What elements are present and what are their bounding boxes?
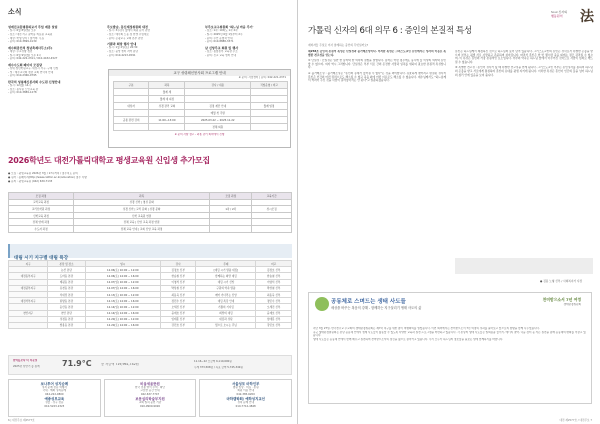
table-cell: 12.07(일) 10:00 ~ 12:00 bbox=[85, 279, 160, 285]
table-cell: 성경 관리 교회 bbox=[149, 103, 185, 110]
column-subtitle: 예비자들 주일로 미사 참례하는 증인의 무엇일까요? bbox=[308, 43, 369, 47]
ad-line: 042-385-6200 bbox=[236, 392, 255, 396]
left-page bbox=[0, 0, 298, 424]
ad-line: 교회 일치 공헌 기관 bbox=[138, 401, 162, 405]
notice-line: - 대상: 학생 당사 / 참가비: 무료 bbox=[8, 36, 45, 40]
ecology-title: 공동체로 스며드는 생태 사도들 bbox=[331, 299, 406, 305]
leaf-icon bbox=[315, 297, 329, 311]
ecology-tag: 찬미받으소서 7년 여정 bbox=[542, 297, 581, 302]
table-header: 모집 과정 bbox=[9, 193, 74, 200]
table-cell bbox=[114, 89, 149, 96]
table-cell bbox=[210, 225, 252, 232]
table-cell bbox=[114, 110, 149, 117]
notice-line: - 문의: 010-4213-4591 bbox=[107, 53, 136, 57]
university-info bbox=[8, 172, 292, 184]
notice-line: - 문의: 042-222-2311 / 010-4432-4527 bbox=[8, 57, 58, 61]
table-cell bbox=[9, 322, 48, 328]
table-cell: 둔산동 본당 bbox=[48, 304, 85, 310]
notice-heading: 예수수도회 페이터 모집당 bbox=[8, 62, 42, 67]
table-cell: 전체 연계 과정 bbox=[9, 219, 74, 226]
donation-total: 총 자금액 719,961,742원 bbox=[101, 363, 139, 366]
table-cell: 빛으로 오시는 주님 bbox=[196, 322, 256, 328]
ad-title: 비움세움뜻원 bbox=[140, 382, 160, 386]
table-header: 본당 및 장소 bbox=[48, 261, 85, 267]
table-cell: 김정 재단 안내 bbox=[185, 103, 251, 110]
table-cell: 탄방동 본당 bbox=[48, 298, 85, 304]
table-cell bbox=[185, 89, 251, 96]
ad-line: 성물 · 성구 전문 bbox=[45, 401, 64, 405]
brand-line-1: Soul 신자의 bbox=[551, 10, 568, 14]
table-cell: 12.14(일) 14:00 ~ 16:00 bbox=[85, 310, 160, 316]
right-page bbox=[300, 0, 600, 424]
notice-heading: 예수회봉인의 청년축제사무소(주) bbox=[8, 45, 53, 50]
column-body-2 bbox=[455, 50, 593, 79]
ad-row bbox=[8, 379, 292, 417]
table-cell: 강민호 신부 bbox=[160, 322, 196, 328]
notice-line: - 일시: 12(월) 14시 bbox=[8, 83, 31, 87]
table-header: 강사 / 내용 bbox=[185, 82, 251, 89]
column-body-1 bbox=[308, 50, 446, 85]
table-cell: 오세진 신부 bbox=[160, 304, 196, 310]
notice-line: - 장소: 통합본부 교육관 주소 bbox=[205, 49, 238, 53]
table-cell: 12.20(토) 14:00 ~ 16:00 bbox=[85, 322, 160, 328]
table-header: 주제 bbox=[196, 261, 256, 267]
table-cell: 12.14(일) 10:00 ~ 12:00 bbox=[85, 304, 160, 310]
table-cell bbox=[252, 199, 292, 206]
university-line[interactable]: ● 원서 : 홈페이지(http://www.cathlic.ac.kr/education) 접수 사항 bbox=[8, 175, 87, 179]
program-title: 교구 성령쇄신봉사회 프로그램 안내 bbox=[109, 70, 290, 76]
table-cell: 구원의 약속 말씀 bbox=[196, 285, 256, 291]
table-cell: 대상자 bbox=[114, 103, 149, 110]
table-cell: 기쁨의 기다림 bbox=[196, 304, 256, 310]
gray-spacer bbox=[455, 258, 593, 274]
ecology-header bbox=[309, 293, 591, 323]
notice-line: - 장소: 봉사원 노인교육 관 bbox=[8, 87, 39, 91]
table-header: 모집 과정 bbox=[210, 193, 252, 200]
table-cell: 대림과 성탄 bbox=[196, 316, 256, 322]
table-cell: 교리교육 과정 bbox=[9, 199, 74, 206]
table-cell bbox=[185, 96, 251, 103]
table-header: 과목 bbox=[149, 82, 185, 89]
notice-line: - 문의: 010-3899-4139 bbox=[8, 40, 37, 44]
ad-box[interactable] bbox=[199, 379, 292, 417]
table-cell: 함께하는 희망 대림 bbox=[196, 273, 256, 279]
table-row bbox=[114, 117, 288, 124]
table-cell: 수도자 과정 bbox=[9, 225, 74, 232]
table-cell bbox=[251, 89, 288, 96]
notice-line: - 문의: 은평교구 교회 본부 관련 bbox=[107, 36, 143, 40]
table-cell: 대림 시기 신앙 bbox=[196, 279, 256, 285]
table-cell: 전체 회원 bbox=[185, 124, 251, 131]
table-cell: 최동욱 신부 bbox=[160, 291, 196, 297]
table-header: 강사 bbox=[160, 261, 196, 267]
table-cell: 12.07(일) 14:00 ~ 16:00 bbox=[85, 285, 160, 291]
table-cell: 희망의 대림 bbox=[196, 310, 256, 316]
notice-column-3 bbox=[205, 23, 289, 57]
donation-temperature: 71.9°C bbox=[62, 359, 92, 368]
notice-column-1 bbox=[8, 23, 92, 95]
column-paragraph: ③ 특별한 견고성 : 혼인이 성사가 될 때 특별한 견고성을 얻게 됩니다. 그리스도교인 부부는 혼인성사를 통하여 하느님의 은총을 받고 서로에게 충실하며 혼인의 유대를 평생 지키게 됩니다. 이러한 특성은 혼인이 인간의 뜻을 넘어 하느님의 섭리 안에 있음을 보여 줍니다. bbox=[455, 66, 593, 77]
table-cell: 강민호 신부 bbox=[256, 322, 292, 328]
university-line: ● 모집 : 평생교육원 2026년 3월 / 17시까지 / 접수처도 문의 bbox=[8, 172, 78, 175]
table-cell: 정민수 신부 bbox=[160, 298, 196, 304]
notice-line: - 일시: 6월 8일(일) 오후 bbox=[8, 29, 36, 32]
table-cell: 대전중부지구 bbox=[9, 285, 48, 291]
table-cell bbox=[210, 199, 252, 206]
table-cell bbox=[114, 124, 149, 131]
section-label: 소식 bbox=[8, 8, 22, 16]
ad-line: 성지 순례 전문 여행사 bbox=[41, 386, 67, 389]
table-row bbox=[114, 96, 288, 103]
table-row bbox=[9, 219, 292, 226]
table-cell: 대전동부지구 bbox=[9, 273, 48, 279]
table-cell: 이영석 신부 bbox=[256, 279, 292, 285]
column-paragraph: 혼인은 하느님께서 제정하신 것으로 하느님의 뜻이 담겨 있습니다. 그리스도교인의 혼인은 성사로서 특별한 은총을 받으며 부부는 평생 서로 사랑하고 존중하며 살아갑니다. 따라서 혼인은 한 번 맺으면 죽음 외에는 결코 갈라질 수 없으며, 이 특성은 혼인의 가장 본질적인 요소입니다. 부부의 약속은 하느님 앞에서 이루어진 것이므로 사람이 임의로 깨뜨릴 수 없습니다. bbox=[455, 50, 593, 64]
table-cell: 논산 본당 bbox=[48, 267, 85, 273]
notice-line: - 문의: 010-2366-0795 bbox=[8, 74, 37, 78]
table-cell: 성경 신학 | 교리 문화 | 성경 문화 bbox=[74, 206, 210, 213]
table-cell bbox=[251, 110, 288, 117]
table-cell: [대림 시기 말씀 대림] bbox=[196, 267, 256, 273]
table-cell: 윤재호 신부 bbox=[256, 310, 292, 316]
table-header: 지구 bbox=[9, 261, 48, 267]
ad-line: 한국 전통 양식 주택 · 화단 bbox=[135, 386, 166, 389]
program-note: ※ 문의: 사랑센터 | 문의: 042-221-2371 bbox=[238, 76, 286, 79]
table-cell: 전체 교육 안내 | 교회 신앙 교육 과정 bbox=[74, 225, 210, 232]
table-header: 교육기간 bbox=[252, 193, 292, 200]
table-row bbox=[9, 225, 292, 232]
table-cell: 깨어 기다리는 신앙 bbox=[196, 291, 256, 297]
table-row bbox=[9, 212, 292, 219]
ecology-feature bbox=[308, 292, 592, 404]
table-cell: 오세진 신부 bbox=[256, 304, 292, 310]
table-row bbox=[114, 124, 288, 131]
left-footer: 6 | 대전주보 제2577호 bbox=[8, 419, 35, 422]
table-cell: 임태훈 신부 bbox=[160, 316, 196, 322]
ad-line: 010-7712-4848 bbox=[235, 404, 256, 408]
table-cell: 12.13(토) 10:00 ~ 12:00 bbox=[85, 291, 160, 297]
ad-line: 병원 임상 · 의료 · 본원 bbox=[232, 386, 259, 389]
program-table bbox=[113, 81, 288, 131]
notice-line: - 일시: 6월 9일(월) 오후 2시 bbox=[8, 53, 41, 57]
table-cell: 태평동 본당 bbox=[48, 279, 85, 285]
notice-heading: 성애진교통병원하교서 주일 예봉 알림 bbox=[8, 25, 58, 29]
table-cell bbox=[252, 219, 292, 226]
column-paragraph: ② 불가해소성 : 불가해소성은 "혼인의 유대가 끊어질 수 없다"는 것을 의미합니다. 유효하게 맺어지고 완결된 성사적 혼인은 인간의 어떤 권력으로도 해소될 수 없고 죽음 외에 어떤 이유로도 해소될 수 없습니다. 예수님께서도 "하느님께서 짝지어 주신 것을 사람이 갈라놓아서는 안 된다"고 말씀하셨습니다. bbox=[308, 71, 446, 83]
column-paragraph: ① 단일성 : 단일성은 일반 한 남자와 한 여자의 결합을 말합니다. 남자는 어떤 경우에도 동시에 둘 이상의 여자와 혼인할 수 없으며, 여자 역시 그러합니다. 단일성은 부부 서로 간의 온전한 사랑과 일치를 위하여 필요한 본질적 특성입니다. bbox=[308, 59, 446, 70]
notice-line: - 상대 청년학원교구, 대전시 서구, 구체 신청 bbox=[8, 66, 59, 70]
table-header: 비고 bbox=[256, 261, 292, 267]
ad-line: 010-9909-9926 bbox=[139, 404, 161, 408]
table-cell: 전체 교육 | 신앙 교육 과정 연결 bbox=[74, 219, 210, 226]
table-cell bbox=[114, 96, 149, 103]
table-cell: 도마동 본당 bbox=[48, 273, 85, 279]
table-cell: 매월 첫 주말 bbox=[185, 110, 251, 117]
table-cell: 12.06(토) 10:00 ~ 12:00 bbox=[85, 267, 160, 273]
table-cell: 대림 특강 안내 bbox=[196, 298, 256, 304]
notice-line: - 장소: 예수회 노동 정 한센 주립대로 bbox=[107, 32, 149, 36]
table-cell bbox=[149, 110, 185, 117]
notice-heading: 기쁨과 희망 행사 안내 bbox=[107, 42, 137, 46]
notice-line: - 첫 : 예수교국회 청년 교회 연락처 안내 bbox=[8, 70, 54, 74]
notice-line: - 일시: 3주(수) 월에서 회원 순서 관련 bbox=[107, 29, 151, 32]
table-cell: 임태훈 신부 bbox=[256, 316, 292, 322]
table-cell: 김정호 신부 bbox=[256, 267, 292, 273]
table-cell: 최동욱 신부 bbox=[256, 291, 292, 297]
notice-line: - 문의: 신교 교육 센터 안내 bbox=[205, 53, 236, 57]
table-header: 구분 bbox=[114, 82, 149, 89]
ad-line: 국내 · 해외 성지순례 bbox=[42, 389, 66, 393]
donation-left-text: 2025년 상반기 총 통계 bbox=[13, 365, 40, 368]
table-cell: 쌍용동 본당 bbox=[48, 322, 85, 328]
column-brand bbox=[545, 6, 596, 24]
table-row bbox=[114, 110, 288, 117]
table-row bbox=[114, 89, 288, 96]
ad-line: 회원 이용 안내 bbox=[237, 389, 255, 393]
table-header: 일시 bbox=[85, 261, 160, 267]
table-cell: 한승철 신부 bbox=[160, 273, 196, 279]
notice-column-2 bbox=[107, 23, 191, 57]
notice-heading: 부주보교구위원회 '하느님 마음 주기' bbox=[205, 25, 254, 29]
table-cell: 신학교육 과정 bbox=[9, 212, 74, 219]
notice-line: - 장소: 중앙 센터 지역 분당 bbox=[107, 49, 138, 53]
table-cell: 12.13(토) 14:00 ~ 16:00 bbox=[85, 298, 160, 304]
table-cell bbox=[252, 225, 292, 232]
table-cell: 박상철 신부 bbox=[256, 285, 292, 291]
ad-title: 예종성모교육 bbox=[44, 397, 65, 402]
table-cell bbox=[210, 219, 252, 226]
table-cell: 성정동 본당 bbox=[48, 316, 85, 322]
column-title: 가톨릭 신자의 6대 의무 6 : 증인의 본질적 특성 bbox=[308, 26, 472, 36]
table-cell: 서대전 본당 bbox=[48, 291, 85, 297]
table-cell: 월례 대 피정 bbox=[149, 96, 185, 103]
ecology-subtitle: 세상을 바꾸는 복음의 강해 - 함께하는 지구살리기 생태 사도의 삶 bbox=[331, 306, 422, 310]
ad-line: 성지 순례 안내 bbox=[237, 401, 255, 405]
table-row bbox=[9, 199, 292, 206]
table-cell: 월례 일정 bbox=[251, 103, 288, 110]
ecology-paragraph: 생태 사도들은 공동체 안에서 함께 배우고 실천하며 찬미받으소서의 정신을 삶으로 살아가고 있습니다. 우리 모두가 하느님의 창조물을 돌보는 일에 함께하기를 바랍니다. bbox=[313, 338, 504, 341]
advent-lecture-title: 대림 시기 지구별 대림 특강 bbox=[14, 256, 69, 261]
brand-character: 法 bbox=[580, 9, 594, 25]
ad-line: 042-222-0800 bbox=[45, 392, 64, 396]
table-cell bbox=[251, 124, 288, 131]
university-banner bbox=[8, 155, 292, 171]
table-cell: 교리신학원 과정 bbox=[9, 206, 74, 213]
university-line: ● 문의 : 평생교육원 (042) 630-7133 bbox=[8, 179, 53, 183]
donation-bar bbox=[8, 355, 292, 375]
ad-title: 보문실리학술부지원 bbox=[135, 397, 165, 402]
table-cell: 2025.03.22 ~ 2025.11.22 bbox=[185, 117, 251, 124]
notice-line: - 장소: 대전 서구 갈마동 의료원 교육원 bbox=[8, 32, 53, 36]
ecology-paragraph: 지난 3월 27일, 한국천주교 주교회의 생태환경위원회는 제7차 지구를 위한 종이 여행회의를 열었습니다. 이번 회의에서는 찬미받으소서 7년 여정의 성과를 돌아보고 앞으로의 방향을 함께 나누었습니다. bbox=[313, 327, 540, 330]
ad-box[interactable] bbox=[8, 379, 101, 417]
table-cell: 신학 교육원 연결 bbox=[74, 212, 210, 219]
table-cell: 김정호 신부 bbox=[160, 267, 196, 273]
table-cell bbox=[251, 96, 288, 103]
table-cell: 천안지구 bbox=[9, 310, 48, 316]
ad-box[interactable] bbox=[104, 379, 197, 417]
table-cell bbox=[210, 212, 252, 219]
table-cell: 12.06(토) 14:00 ~ 16:00 bbox=[85, 273, 160, 279]
column-brand-text bbox=[551, 10, 567, 18]
donation-right-1: 11.16~22 모금액 6,110,600원 bbox=[194, 360, 232, 363]
advent-lecture-table bbox=[8, 260, 292, 329]
table-header: 과목 bbox=[74, 193, 210, 200]
table-cell: 11:00~13:00 bbox=[149, 117, 185, 124]
table-cell: 성경 신학 | 영성 문화 bbox=[74, 199, 210, 206]
ecology-paragraph: 교구 생태환경위원회는 본당 공동체 안에서 생태 사도들이 활동할 수 있도록 다양한 교육과 실천 프로그램을 마련하고 있습니다. 각 본당의 생태 사도들은 일회용품 줄이기, 에너지 절약, 나눔 장터 등 작은 실천을 통해 공동체의 변화를 이끌고 있습니다. bbox=[313, 330, 586, 338]
ad-line: 고요한 공간 안내 bbox=[140, 389, 160, 393]
notice-line: - 문의: 010-3889-1278 bbox=[8, 91, 37, 95]
brand-line-2: 행동원칙 bbox=[551, 14, 563, 18]
education-table bbox=[8, 192, 292, 233]
university-banner-title: 2026학년도 대전가톨릭대학교 평생교육원 신입생 추가모집 bbox=[8, 156, 210, 165]
notice-line: - 문의: 010-8888-3371 bbox=[205, 40, 234, 44]
table-cell: 한승철 신부 bbox=[256, 273, 292, 279]
notice-line: - 문의: 주안 운영처 안내 bbox=[205, 36, 233, 40]
notice-heading: 남 신앙주교 회원 및 행사 bbox=[205, 45, 239, 50]
column-author: ● 김용 노형 신부 / 사회복지가 사장 bbox=[540, 279, 583, 283]
table-cell: 이영석 신부 bbox=[160, 279, 196, 285]
table-cell: 1차 / 2차 bbox=[210, 206, 252, 213]
notice-line: - 대상: 주교성향 청년 bbox=[8, 49, 33, 53]
notice-heading: 주보발송, 통신재정위원회 대전 bbox=[107, 25, 148, 29]
ad-line: 042-637-7747 bbox=[140, 392, 160, 396]
ad-title: 마하캠학회/ 예하성지교선 bbox=[226, 397, 265, 402]
table-cell: 월례 세 bbox=[149, 89, 185, 96]
notice-line: - 장소: 1차: 10회도 1차 2차 bbox=[205, 29, 238, 32]
column-paragraph: 제258조 증인의 본질적 특성은 단일성과 불가해소성이다. 이러한 특성은 그리스도교인 혼인에서는 성사의 이유로 특별한 견고성을 얻는다. bbox=[308, 50, 446, 57]
table-row bbox=[9, 206, 292, 213]
table-cell bbox=[149, 124, 185, 131]
table-cell: 대전서부지구 bbox=[9, 298, 48, 304]
ecology-tag-sub: 생태환경위원회 bbox=[563, 303, 581, 306]
table-cell: 공통 관련 강의 bbox=[114, 117, 149, 124]
table-cell: 박상철 신부 bbox=[160, 285, 196, 291]
table-cell bbox=[252, 212, 292, 219]
notice-line: - 일시: 1월 2일(토) 20:30 bbox=[107, 46, 138, 49]
table-cell: 정민수 신부 bbox=[256, 298, 292, 304]
table-row bbox=[9, 322, 292, 328]
table-cell bbox=[251, 117, 288, 124]
donation-right-2: 누계 373,506명 / 목표 금액 5,745,349원 bbox=[194, 366, 243, 369]
table-cell: 윤재호 신부 bbox=[160, 310, 196, 316]
table-header: 직업운영 / 비고 bbox=[251, 82, 288, 89]
advent-lecture-header bbox=[8, 244, 292, 261]
donation-label: 한여름보다 더 더운날 bbox=[13, 359, 38, 362]
table-row bbox=[114, 103, 288, 110]
table-cell: 12.20(토) 10:00 ~ 12:00 bbox=[85, 316, 160, 322]
ad-title: 서울성모 마하인부 bbox=[231, 382, 260, 386]
notice-heading: 한국의 성령쇄신봉사회 수도원 신청안내 bbox=[8, 79, 61, 84]
table-cell: 천안 본당 bbox=[48, 310, 85, 316]
table-cell: 유천동 본당 bbox=[48, 285, 85, 291]
right-footer: 대전 제2577호 / 대전주보 7 bbox=[559, 419, 592, 422]
ad-line: 010-5223-2323 bbox=[44, 404, 65, 408]
ecology-body bbox=[313, 327, 587, 342]
program-box bbox=[108, 69, 291, 148]
table-cell: 상시모집 bbox=[252, 206, 292, 213]
program-footnote: ※ 문의 사항 참고 - 최종 관리 회의에서 진행 bbox=[174, 133, 225, 137]
notice-line: - 일시: 2025년 6월 1일부터 2주 bbox=[205, 32, 243, 36]
ad-title: 보나투어 성지순례 bbox=[40, 382, 69, 386]
